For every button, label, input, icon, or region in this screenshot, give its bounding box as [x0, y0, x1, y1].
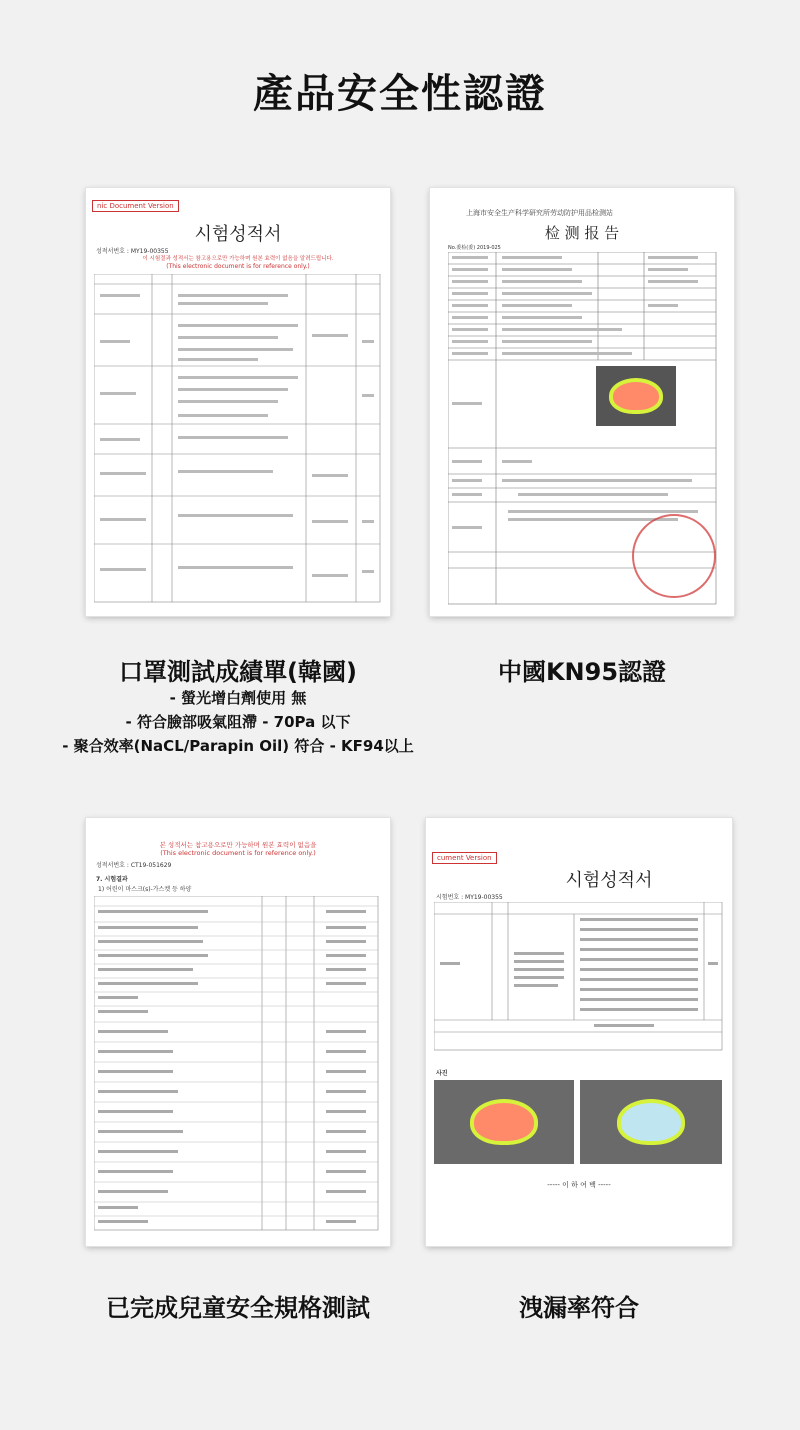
- mask-front-photo: [470, 1099, 538, 1145]
- leak-report-table: [434, 902, 724, 1052]
- child-report-warning: 본 성적서는 참고용으로만 가능하며 원본 효력이 없음을: [159, 841, 317, 849]
- china-report-number: No.委检(委) 2019-025: [448, 245, 501, 251]
- child-report-warning-en: (This electronic document is for reference only.): [160, 849, 316, 857]
- korea-report-warning: 이 시험결과 성적서는 참고용으로만 가능하며 원본 효력이 없음을 알려드립니다.: [142, 256, 334, 262]
- child-report-table: [94, 896, 382, 1236]
- child-report-subsection: 1) 어린이 마스크(s)-가스켓 등 하양: [98, 886, 192, 893]
- korea-report-title: 시험성적서: [194, 224, 282, 245]
- china-report-caption-title: 中國KN95認證: [497, 658, 667, 686]
- korea-line-1: - 螢光增白劑使用 無: [169, 689, 307, 707]
- korea-line-3: - 聚合效率(NaCL/Parapin Oil) 符合 - KF94以上: [62, 737, 414, 755]
- korea-report-caption-lines: [40, 686, 436, 758]
- mask-photo: [609, 378, 663, 414]
- china-report-stamp: [632, 514, 716, 598]
- korea-report-card: [86, 188, 390, 616]
- korea-report-number: 성적서번호 : MY19-00355: [96, 248, 169, 255]
- page-title: 產品安全性認證: [253, 71, 547, 117]
- leak-report-photo-back: [580, 1080, 722, 1164]
- leak-report-photo-front: [434, 1080, 574, 1164]
- leak-report-photo-label: 사진: [436, 1070, 448, 1077]
- document-version-tag: nic Document Version: [92, 200, 179, 212]
- leak-report-number: 시험번호 : MY19-00355: [436, 894, 503, 901]
- child-report-section: 7. 시험결과: [96, 876, 128, 883]
- korea-report-caption-title: 口罩測試成績單(韓國): [119, 658, 357, 686]
- china-report-photo: [596, 366, 676, 426]
- leak-report-end: ----- 이 하 여 백 -----: [547, 1181, 611, 1189]
- korea-report-table: [94, 274, 382, 604]
- china-report-org: 上海市安全生产科学研究所劳动防护用品检测站: [466, 209, 613, 217]
- child-report-caption-title: 已完成兒童安全規格測試: [106, 1294, 370, 1322]
- korea-line-2: - 符合臉部吸氣阻滯 - 70Pa 以下: [125, 713, 351, 731]
- document-version-tag: cument Version: [432, 852, 497, 864]
- child-report-number: 성적서번호 : CT19-051629: [96, 862, 172, 869]
- leak-report-caption-title: 洩漏率符合: [519, 1294, 639, 1322]
- leak-report-card: [426, 818, 732, 1246]
- korea-report-warning-en: (This electronic document is for reference only.): [166, 263, 310, 270]
- china-report-card: [430, 188, 734, 616]
- leak-report-title: 시험성적서: [565, 870, 653, 891]
- mask-back-photo: [617, 1099, 685, 1145]
- china-report-title: 检 测 报 告: [544, 224, 620, 242]
- child-report-card: [86, 818, 390, 1246]
